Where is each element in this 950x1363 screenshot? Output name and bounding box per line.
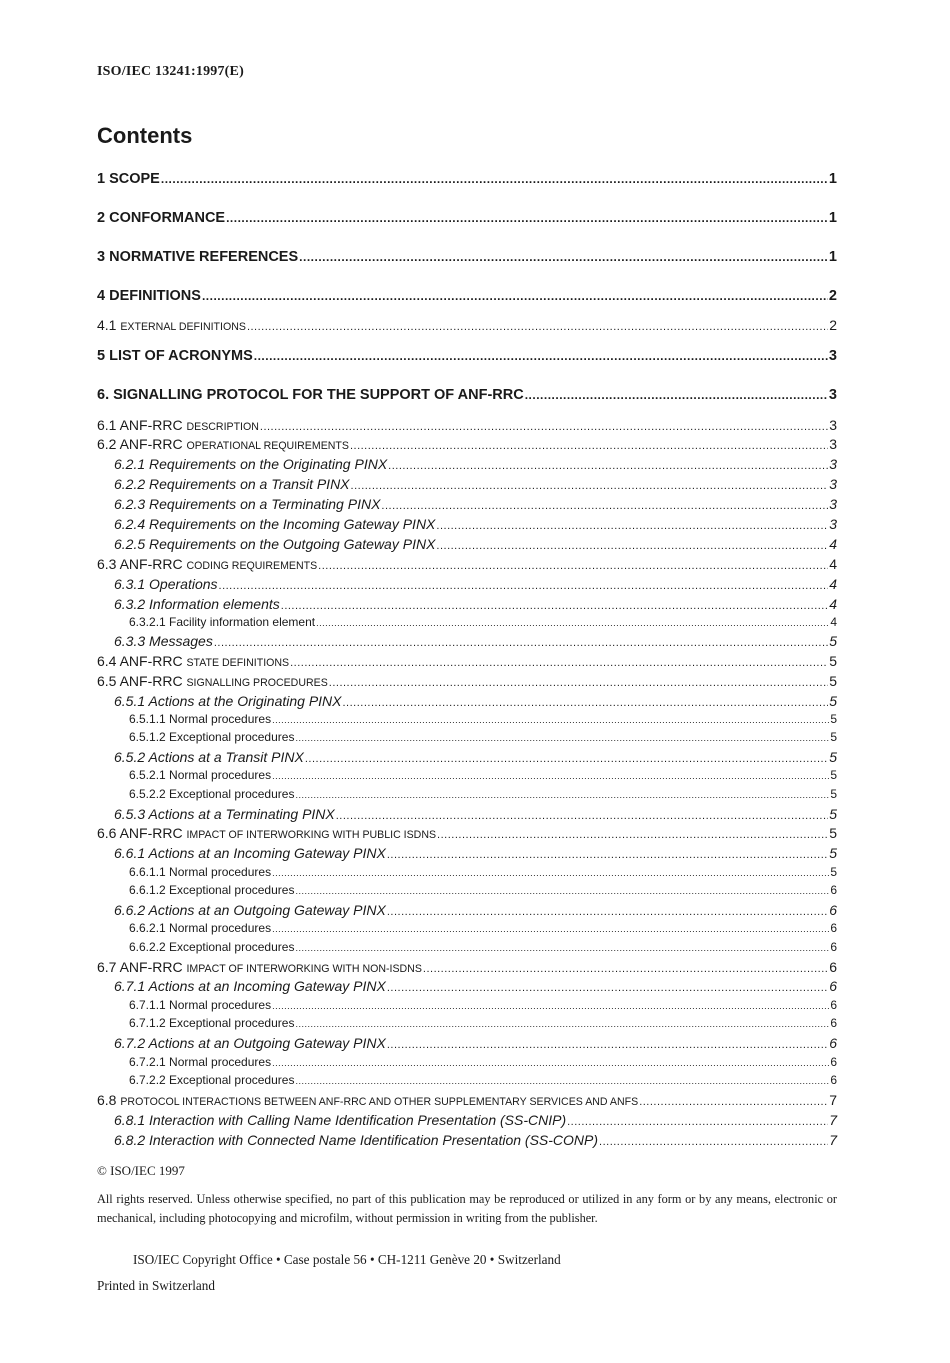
toc-entry-label <box>97 557 317 572</box>
toc-dot-leader <box>295 1077 829 1086</box>
toc-page-number: 5 <box>830 787 837 801</box>
toc-entry[interactable] <box>97 654 837 669</box>
toc-section-service: ANF-RRC <box>119 959 187 975</box>
toc-dot-leader <box>525 389 828 401</box>
toc-entry[interactable] <box>97 1056 837 1068</box>
toc-page-number: 6 <box>830 940 837 954</box>
toc-dot-leader <box>295 887 829 896</box>
toc-entry-label: 6.8.2 Interaction with Connected Name Identification Presentation (SS-CONP) <box>114 1132 599 1148</box>
toc-page-number: 6 <box>829 1035 837 1051</box>
toc-page-number: 6 <box>830 1055 837 1069</box>
toc-page-number: 5 <box>829 693 837 709</box>
toc-dot-leader <box>387 907 828 918</box>
toc-entry-label: 6.6.2.1 Normal procedures <box>129 921 272 935</box>
toc-page-number: 5 <box>830 712 837 726</box>
toc-page-number: 4 <box>830 615 837 629</box>
toc-page-number: 5 <box>829 825 837 841</box>
toc-entry[interactable] <box>97 577 837 592</box>
toc-section-title: PROTOCOL INTERACTIONS BETWEEN ANF-RRC AND OTHER SUPPLEMENTARY SERVICES AND ANFS <box>120 1096 639 1108</box>
contents-title: Contents <box>97 123 193 148</box>
toc-page-number: 6 <box>830 1073 837 1087</box>
toc-dot-leader <box>350 441 828 452</box>
toc-section-number: 6.6 <box>97 825 120 841</box>
toc-entry[interactable] <box>97 616 837 628</box>
rights-statement: All rights reserved. Unless otherwise specified, no part of this publication may be reproduced or utilized in any form or by any means, electronic or mechanical, including photocopying and microfilm, without permission in writing from the publisher. <box>97 1192 837 1225</box>
toc-entry-label: 6.2.4 Requirements on the Incoming Gateway PINX <box>114 516 436 532</box>
toc-dot-leader <box>336 811 828 822</box>
toc-dot-leader <box>226 212 828 224</box>
toc-entry-label: 6.7.1 Actions at an Incoming Gateway PINX <box>114 978 386 994</box>
toc-entry[interactable] <box>97 250 837 265</box>
toc-entry[interactable] <box>97 1017 837 1029</box>
toc-page-number: 7 <box>829 1112 837 1128</box>
toc-dot-leader <box>388 461 828 472</box>
toc-dot-leader <box>161 173 828 185</box>
toc-entry[interactable] <box>97 788 837 800</box>
toc-section-title: EXTERNAL DEFINITIONS <box>120 321 246 333</box>
toc-dot-leader <box>299 251 828 263</box>
copyright-office-address: ISO/IEC Copyright Office • Case postale 56 • CH-1211 Genève 20 • Switzerland <box>133 1252 561 1267</box>
toc-page-number: 5 <box>829 673 837 689</box>
toc-section-service: ANF-RRC <box>119 825 187 841</box>
toc-page-number: 6 <box>829 959 837 975</box>
toc-entry[interactable] <box>97 349 837 364</box>
toc-entry-label: 6.2.2 Requirements on a Transit PINX <box>114 476 350 492</box>
toc-dot-leader <box>305 754 828 765</box>
toc-entry-label: 6.7.2 Actions at an Outgoing Gateway PINX <box>114 1035 386 1051</box>
toc-entry[interactable] <box>97 1074 837 1086</box>
toc-section-title: SIGNALLING PROCEDURES <box>186 677 328 689</box>
toc-dot-leader <box>272 925 829 934</box>
toc-entry[interactable] <box>97 979 837 994</box>
toc-dot-leader <box>387 983 828 994</box>
toc-section-number: 6.7 <box>97 959 120 975</box>
toc-entry[interactable] <box>97 537 837 552</box>
toc-dot-leader <box>387 1040 828 1051</box>
toc-page-number: 6 <box>830 1016 837 1030</box>
toc-page-number: 1 <box>828 171 837 187</box>
toc-entry-label: 5 LIST OF ACRONYMS <box>97 348 253 364</box>
toc-entry[interactable] <box>97 713 837 725</box>
toc-entry-label: 6.6.1 Actions at an Incoming Gateway PINX <box>114 845 386 861</box>
toc-dot-leader <box>281 601 828 612</box>
toc-page-number: 3 <box>828 387 837 403</box>
toc-page-number: 6 <box>829 978 837 994</box>
toc-entry[interactable] <box>97 846 837 861</box>
toc-entry-label: 6.7.1.2 Exceptional procedures <box>129 1016 295 1030</box>
toc-entry-label <box>97 960 422 975</box>
toc-entry-label: 6.6.2.2 Exceptional procedures <box>129 940 295 954</box>
toc-entry-label: 6.3.3 Messages <box>114 633 213 649</box>
toc-entry-label: 6.2.5 Requirements on the Outgoing Gateway PINX <box>114 536 436 552</box>
toc-entry-label: 6.5.2.1 Normal procedures <box>129 768 272 782</box>
toc-entry[interactable] <box>97 769 837 781</box>
printed-in: Printed in Switzerland <box>97 1278 215 1293</box>
toc-dot-leader <box>214 638 828 649</box>
toc-entry-label: 6.5.1.1 Normal procedures <box>129 712 272 726</box>
toc-section-title: IMPACT OF INTERWORKING WITH NON-ISDNS <box>186 963 422 975</box>
toc-page-number: 5 <box>829 806 837 822</box>
toc-entry[interactable] <box>97 903 837 918</box>
toc-entry[interactable] <box>97 597 837 612</box>
toc-entry[interactable] <box>97 1113 837 1128</box>
toc-entry[interactable] <box>97 999 837 1011</box>
toc-entry-label <box>97 654 289 669</box>
toc-page-number: 4 <box>829 576 837 592</box>
toc-entry[interactable] <box>97 1093 837 1108</box>
toc-entry[interactable] <box>97 457 837 472</box>
toc-page-number: 3 <box>829 417 837 433</box>
toc-entry[interactable] <box>97 674 837 689</box>
toc-entry-label: 4 DEFINITIONS <box>97 288 201 304</box>
toc-page-number: 2 <box>828 288 837 304</box>
toc-page-number: 1 <box>828 249 837 265</box>
toc-dot-leader <box>351 481 829 492</box>
toc-entry-label: 6.2.1 Requirements on the Originating PINX <box>114 456 388 472</box>
toc-entry-label: 6.2.3 Requirements on a Terminating PINX <box>114 496 381 512</box>
toc-page-number: 4 <box>829 536 837 552</box>
toc-dot-leader <box>436 541 828 552</box>
toc-section-number: 6.3 <box>97 556 120 572</box>
toc-entry-label: 6. SIGNALLING PROTOCOL FOR THE SUPPORT OF ANF-RRC <box>97 387 524 403</box>
toc-dot-leader <box>290 658 828 669</box>
toc-entry[interactable] <box>97 960 837 975</box>
toc-entry[interactable] <box>97 517 837 532</box>
toc-dot-leader <box>295 791 829 800</box>
toc-page-number: 4 <box>829 596 837 612</box>
toc-page-number: 3 <box>829 476 837 492</box>
toc-dot-leader <box>567 1117 828 1128</box>
toc-entry[interactable] <box>97 497 837 512</box>
toc-entry-label <box>97 437 349 452</box>
toc-page-number: 2 <box>829 317 837 333</box>
toc-dot-leader <box>260 422 828 433</box>
toc-dot-leader <box>272 869 829 878</box>
toc-page-number: 6 <box>829 902 837 918</box>
toc-entry-label: 6.8.1 Interaction with Calling Name Identification Presentation (SS-CNIP) <box>114 1112 567 1128</box>
toc-entry[interactable] <box>97 750 837 765</box>
toc-entry-label: 3 NORMATIVE REFERENCES <box>97 249 299 265</box>
toc-entry[interactable] <box>97 884 837 896</box>
toc-entry[interactable] <box>97 731 837 743</box>
toc-entry-label: 6.7.1.1 Normal procedures <box>129 998 272 1012</box>
toc-dot-leader <box>381 501 828 512</box>
toc-page-number: 3 <box>829 516 837 532</box>
toc-page-number: 1 <box>828 210 837 226</box>
copyright-notice: © ISO/IEC 1997 <box>97 1163 185 1178</box>
toc-page-number: 5 <box>830 768 837 782</box>
toc-entry[interactable] <box>97 437 837 452</box>
toc-entry-label: 6.7.2.1 Normal procedures <box>129 1055 272 1069</box>
toc-dot-leader <box>436 521 828 532</box>
toc-entry[interactable] <box>97 418 837 433</box>
toc-dot-leader <box>272 772 829 781</box>
toc-dot-leader <box>295 734 829 743</box>
toc-entry[interactable] <box>97 1036 837 1051</box>
toc-entry-label: 6.3.2.1 Facility information element <box>129 615 316 629</box>
toc-section-title: CODING REQUIREMENTS <box>186 560 318 572</box>
toc-entry[interactable] <box>97 634 837 649</box>
toc-section-number: 4.1 <box>97 317 121 333</box>
toc-entry-label: 6.5.2.2 Exceptional procedures <box>129 787 295 801</box>
toc-page-number: 3 <box>829 456 837 472</box>
toc-entry[interactable] <box>97 557 837 572</box>
toc-entry[interactable] <box>97 289 837 304</box>
toc-entry[interactable] <box>97 866 837 878</box>
toc-section-service: ANF-RRC <box>119 417 187 433</box>
toc-dot-leader <box>423 964 828 975</box>
toc-entry-label <box>97 674 328 689</box>
toc-page-number: 5 <box>829 845 837 861</box>
toc-dot-leader <box>343 698 829 709</box>
toc-section-service: ANF-RRC <box>119 653 187 669</box>
toc-entry-label: 6.6.1.2 Exceptional procedures <box>129 883 295 897</box>
toc-section-title: DESCRIPTION <box>186 421 259 433</box>
toc-dot-leader <box>387 850 828 861</box>
toc-entry-label: 2 CONFORMANCE <box>97 210 226 226</box>
toc-section-number: 6.5 <box>97 673 120 689</box>
toc-page-number: 6 <box>830 883 837 897</box>
toc-entry-label <box>97 418 259 433</box>
toc-dot-leader <box>639 1097 828 1108</box>
toc-entry[interactable] <box>97 807 837 822</box>
toc-page-number: 3 <box>829 436 837 452</box>
toc-entry[interactable] <box>97 477 837 492</box>
toc-entry-label: 6.5.3 Actions at a Terminating PINX <box>114 806 335 822</box>
toc-entry-label: 6.5.1 Actions at the Originating PINX <box>114 693 342 709</box>
toc-dot-leader <box>316 619 829 628</box>
toc-entry-label <box>97 318 246 333</box>
toc-entry-label: 6.3.1 Operations <box>114 576 218 592</box>
toc-entry[interactable] <box>97 826 837 841</box>
toc-entry[interactable] <box>97 694 837 709</box>
toc-dot-leader <box>272 716 829 725</box>
toc-entry-label: 6.5.1.2 Exceptional procedures <box>129 730 295 744</box>
toc-dot-leader <box>318 561 828 572</box>
toc-page-number: 6 <box>830 998 837 1012</box>
toc-entry[interactable] <box>97 318 837 333</box>
toc-dot-leader <box>272 1059 829 1068</box>
toc-entry-label: 6.6.1.1 Normal procedures <box>129 865 272 879</box>
toc-section-number: 6.4 <box>97 653 120 669</box>
toc-page-number: 5 <box>830 730 837 744</box>
toc-entry-label: 6.3.2 Information elements <box>114 596 280 612</box>
toc-section-service: ANF-RRC <box>119 436 187 452</box>
toc-page-number: 5 <box>829 653 837 669</box>
toc-page-number: 5 <box>829 749 837 765</box>
toc-section-title: IMPACT OF INTERWORKING WITH PUBLIC ISDNS <box>186 829 437 841</box>
toc-entry[interactable] <box>97 941 837 953</box>
toc-entry[interactable] <box>97 388 837 403</box>
toc-section-service: ANF-RRC <box>119 673 187 689</box>
toc-page-number: 7 <box>829 1092 837 1108</box>
toc-section-title: STATE DEFINITIONS <box>186 657 290 669</box>
toc-entry[interactable] <box>97 211 837 226</box>
toc-entry[interactable] <box>97 922 837 934</box>
toc-section-number: 6.8 <box>97 1092 121 1108</box>
toc-dot-leader <box>219 581 829 592</box>
toc-entry[interactable] <box>97 172 837 187</box>
toc-entry-label: 1 SCOPE <box>97 171 160 187</box>
toc-entry-label <box>97 1093 638 1108</box>
toc-dot-leader <box>437 830 828 841</box>
toc-entry-label: 6.6.2 Actions at an Outgoing Gateway PINX <box>114 902 386 918</box>
toc-entry-label: 6.7.2.2 Exceptional procedures <box>129 1073 295 1087</box>
toc-section-number: 6.1 <box>97 417 120 433</box>
toc-page-number: 3 <box>828 348 837 364</box>
toc-entry[interactable] <box>97 1133 837 1148</box>
toc-dot-leader <box>254 350 828 362</box>
toc-dot-leader <box>247 322 828 333</box>
toc-page-number: 5 <box>830 865 837 879</box>
toc-dot-leader <box>329 678 828 689</box>
toc-page-number: 3 <box>829 496 837 512</box>
document-id: ISO/IEC 13241:1997(E) <box>97 64 244 79</box>
toc-page-number: 7 <box>829 1132 837 1148</box>
toc-dot-leader <box>295 1020 829 1029</box>
toc-dot-leader <box>295 944 829 953</box>
toc-dot-leader <box>202 290 828 302</box>
toc-page-number: 6 <box>830 921 837 935</box>
toc-entry-label: 6.5.2 Actions at a Transit PINX <box>114 749 304 765</box>
toc-section-number: 6.2 <box>97 436 120 452</box>
toc-entry-label <box>97 826 436 841</box>
toc-dot-leader <box>599 1137 828 1148</box>
toc-section-title: OPERATIONAL REQUIREMENTS <box>186 440 349 452</box>
toc-section-service: ANF-RRC <box>119 556 187 572</box>
toc-dot-leader <box>272 1002 829 1011</box>
toc-page-number: 5 <box>829 633 837 649</box>
toc-page-number: 4 <box>829 556 837 572</box>
